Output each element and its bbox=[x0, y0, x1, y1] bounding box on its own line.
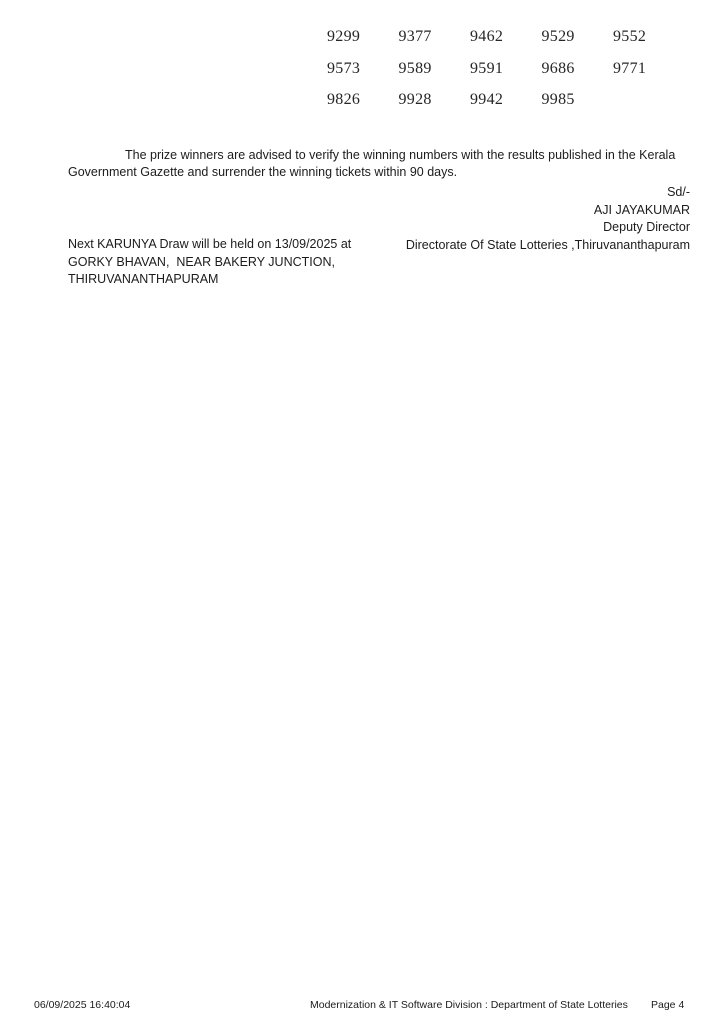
footer-datetime: 06/09/2025 16:40:04 bbox=[34, 999, 131, 1011]
signatory-name: AJI JAYAKUMAR bbox=[593, 202, 690, 217]
winning-number: 9591 bbox=[470, 59, 504, 77]
winning-number: 9589 bbox=[398, 59, 432, 77]
winning-number: 9573 bbox=[327, 59, 361, 77]
winning-number: 9928 bbox=[398, 91, 432, 108]
next-draw-line: THIRUVANANTHAPURAM bbox=[68, 272, 219, 286]
footer-division: Modernization & IT Software Division : Department of State Lotteries bbox=[310, 999, 628, 1011]
winning-number: 9552 bbox=[613, 28, 647, 45]
signatory-office: Directorate Of State Lotteries ,Thiruvananthapuram bbox=[405, 237, 690, 252]
footer-page-number: Page 4 bbox=[651, 999, 685, 1011]
signatory-designation: Deputy Director bbox=[603, 220, 690, 234]
winning-number: 9299 bbox=[327, 28, 361, 45]
signature-sd: Sd/- bbox=[667, 185, 690, 199]
winning-number: 9985 bbox=[541, 91, 575, 108]
next-draw-line: GORKY BHAVAN, NEAR BAKERY JUNCTION, bbox=[68, 254, 335, 269]
winning-number: 9686 bbox=[541, 59, 575, 77]
advisory-paragraph: The prize winners are advised to verify the winning numbers with the results published in the Kerala Government Gazette and surrender the winning tickets within 90 days. bbox=[68, 148, 676, 179]
next-draw-notice bbox=[68, 236, 388, 289]
winning-number: 9529 bbox=[541, 28, 575, 45]
winning-numbers-grid bbox=[327, 29, 685, 108]
winning-number: 9462 bbox=[470, 28, 504, 45]
winning-number: 9942 bbox=[470, 91, 504, 108]
winning-number: 9771 bbox=[613, 59, 647, 77]
next-draw-line: Next KARUNYA Draw will be held on 13/09/2025 at bbox=[68, 237, 352, 251]
winning-number: 9826 bbox=[327, 91, 361, 108]
winning-number: 9377 bbox=[398, 28, 432, 45]
signature-block bbox=[406, 184, 690, 254]
